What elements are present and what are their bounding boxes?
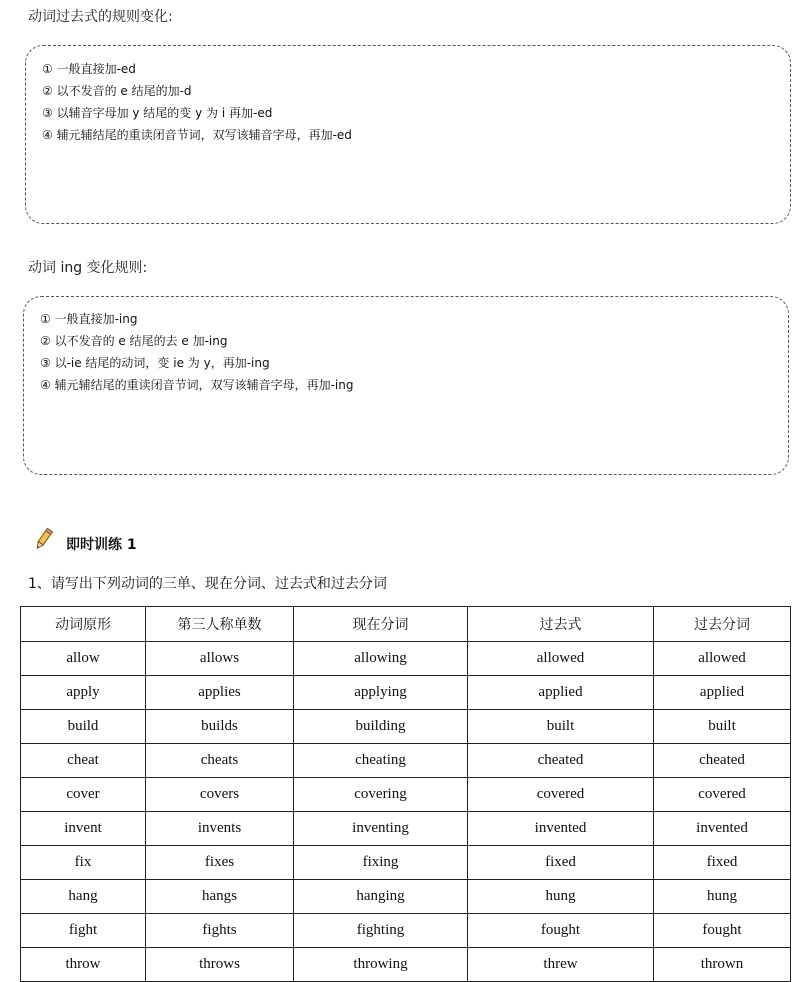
ing-rule-item: ④ 辅元辅结尾的重读闭音节词，双写该辅音字母，再加-ing — [40, 378, 354, 392]
ing-rules-box — [23, 296, 789, 475]
table-cell: hanging — [294, 880, 468, 914]
past-rule-item: ② 以不发音的 e 结尾的加-d — [42, 84, 192, 98]
ing-rules-heading: 动词 ing 变化规则: — [28, 260, 148, 276]
column-header: 现在分词 — [294, 607, 468, 642]
table-cell: covers — [146, 778, 294, 812]
table-cell: invented — [468, 812, 654, 846]
table-cell: hangs — [146, 880, 294, 914]
table-cell: built — [468, 710, 654, 744]
past-rules-heading: 动词过去式的规则变化: — [28, 9, 173, 25]
table-cell: fighting — [294, 914, 468, 948]
table-row — [21, 778, 791, 812]
table-cell: builds — [146, 710, 294, 744]
table-cell: cover — [21, 778, 146, 812]
ing-rule-item: ② 以不发音的 e 结尾的去 e 加-ing — [40, 334, 228, 348]
table-row — [21, 880, 791, 914]
table-cell: applying — [294, 676, 468, 710]
training-title: 即时训练 1 — [66, 537, 137, 553]
table-cell: cheating — [294, 744, 468, 778]
table-cell: allow — [21, 642, 146, 676]
table-cell: cheated — [654, 744, 791, 778]
table-cell: fights — [146, 914, 294, 948]
table-cell: throwing — [294, 948, 468, 982]
column-header: 过去分词 — [654, 607, 791, 642]
past-rule-item: ④ 辅元辅结尾的重读闭音节词，双写该辅音字母，再加-ed — [42, 128, 352, 142]
table-cell: hang — [21, 880, 146, 914]
table-cell: apply — [21, 676, 146, 710]
pencil-icon — [30, 527, 56, 553]
table-cell: fix — [21, 846, 146, 880]
table-cell: cheated — [468, 744, 654, 778]
table-cell: throw — [21, 948, 146, 982]
table-cell: covering — [294, 778, 468, 812]
table-cell: fixed — [468, 846, 654, 880]
table-cell: applies — [146, 676, 294, 710]
past-rule-item: ③ 以辅音字母加 y 结尾的变 y 为 i 再加-ed — [42, 106, 273, 120]
table-cell: threw — [468, 948, 654, 982]
table-cell: fight — [21, 914, 146, 948]
exercise-question: 1、请写出下列动词的三单、现在分词、过去式和过去分词 — [28, 576, 387, 592]
table-cell: applied — [468, 676, 654, 710]
table-cell: thrown — [654, 948, 791, 982]
table-cell: allows — [146, 642, 294, 676]
table-cell: cheat — [21, 744, 146, 778]
table-cell: built — [654, 710, 791, 744]
table-row — [21, 710, 791, 744]
table-cell: fixed — [654, 846, 791, 880]
table-cell: fought — [468, 914, 654, 948]
table-cell: covered — [468, 778, 654, 812]
table-cell: invented — [654, 812, 791, 846]
table-row — [21, 914, 791, 948]
table-cell: fought — [654, 914, 791, 948]
past-rules-box — [25, 45, 791, 224]
table-cell: hung — [654, 880, 791, 914]
table-header-row — [21, 607, 791, 642]
past-rule-item: ① 一般直接加-ed — [42, 62, 136, 76]
table-row — [21, 676, 791, 710]
column-header: 过去式 — [468, 607, 654, 642]
column-header: 动词原形 — [21, 607, 146, 642]
table-cell: fixes — [146, 846, 294, 880]
table-cell: build — [21, 710, 146, 744]
table-cell: inventing — [294, 812, 468, 846]
ing-rule-item: ③ 以-ie 结尾的动词，变 ie 为 y，再加-ing — [40, 356, 270, 370]
table-cell: applied — [654, 676, 791, 710]
table-cell: allowing — [294, 642, 468, 676]
table-cell: allowed — [468, 642, 654, 676]
table-cell: fixing — [294, 846, 468, 880]
table-row — [21, 744, 791, 778]
table-cell: building — [294, 710, 468, 744]
table-cell: invents — [146, 812, 294, 846]
table-cell: cheats — [146, 744, 294, 778]
table-cell: invent — [21, 812, 146, 846]
table-cell: throws — [146, 948, 294, 982]
ing-rule-item: ① 一般直接加-ing — [40, 312, 138, 326]
verb-forms-table — [20, 606, 791, 982]
column-header: 第三人称单数 — [146, 607, 294, 642]
table-row — [21, 846, 791, 880]
table-row — [21, 642, 791, 676]
table-row — [21, 812, 791, 846]
table-row — [21, 948, 791, 982]
table-cell: covered — [654, 778, 791, 812]
table-cell: allowed — [654, 642, 791, 676]
table-cell: hung — [468, 880, 654, 914]
